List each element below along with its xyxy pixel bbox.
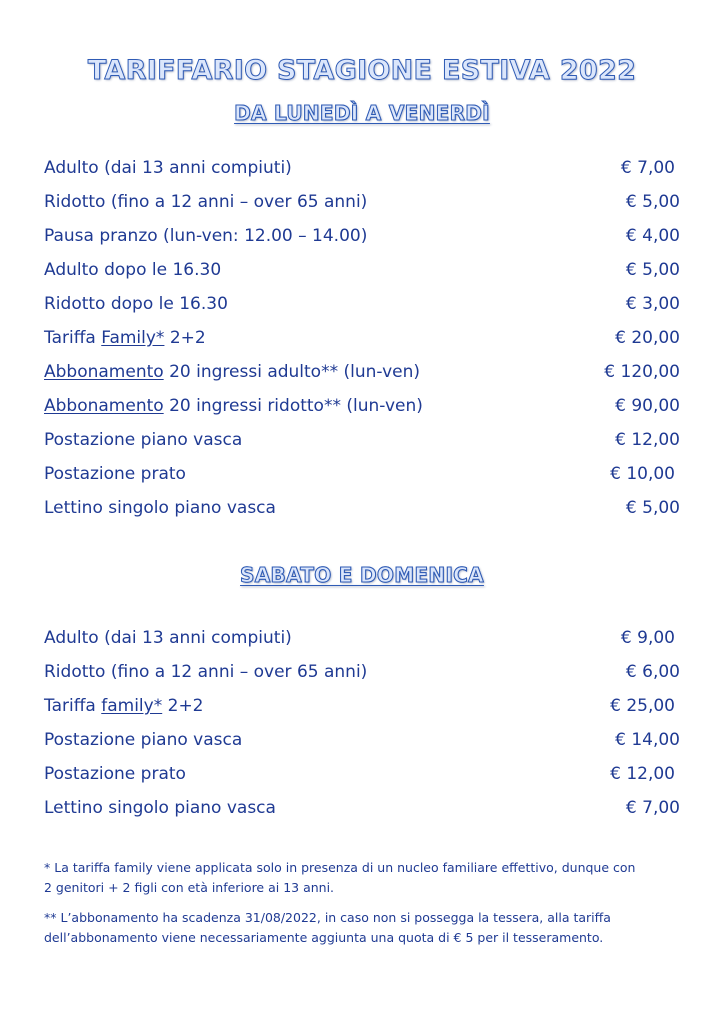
row-price: € 90,00: [615, 396, 680, 416]
weekday-row-subscription-adult: [44, 358, 680, 386]
row-label: Postazione prato: [44, 764, 186, 784]
row-label: Adulto (dai 13 anni compiuti): [44, 628, 292, 648]
row-price: € 20,00: [615, 328, 680, 348]
row-price: € 10,00: [610, 464, 675, 484]
weekday-heading-text: DA LUNEDÌ A VENERDÌ: [234, 101, 490, 125]
subscription-link[interactable]: Abbonamento: [44, 362, 164, 382]
row-price: € 9,00: [620, 628, 675, 648]
row-label: [44, 692, 204, 720]
family-link[interactable]: family*: [101, 696, 163, 716]
family-link[interactable]: Family*: [101, 328, 165, 348]
weekend-row-sunbed: [44, 794, 680, 822]
row-label: Ridotto (fino a 12 anni – over 65 anni): [44, 192, 368, 212]
weekday-row-subscription-reduced: [44, 392, 680, 420]
family-footnote-line1: * La tariffa family viene applicata solo in presenza di un nucleo familiare effettivo, dunque con: [44, 860, 636, 875]
row-label-suffix: 20 ingressi ridotto** (lun-ven): [163, 396, 423, 416]
subscription-footnote: [44, 908, 684, 948]
row-label-prefix: Tariffa: [44, 696, 102, 716]
row-label: [44, 392, 423, 420]
weekend-row-adult: [44, 624, 680, 652]
row-price: € 6,00: [625, 662, 680, 682]
row-price: € 5,00: [625, 260, 680, 280]
weekday-row-adult-after-1630: [44, 256, 680, 284]
weekday-row-reduced: [44, 188, 680, 216]
row-price: € 4,00: [625, 226, 680, 246]
weekend-heading: [0, 563, 724, 587]
weekday-row-pool-spot: [44, 426, 680, 454]
weekend-heading-text: SABATO E DOMENICA: [240, 563, 484, 587]
weekday-row-family: [44, 324, 680, 352]
footnotes: [44, 858, 684, 958]
weekday-row-sunbed: [44, 494, 680, 522]
row-label: Lettino singolo piano vasca: [44, 498, 276, 518]
subscription-footnote-line2: dell’abbonamento viene necessariamente aggiunta una quota di € 5 per il tesseramento.: [44, 930, 604, 945]
row-label: Adulto (dai 13 anni compiuti): [44, 158, 292, 178]
row-label-suffix: 20 ingressi adulto** (lun-ven): [163, 362, 420, 382]
row-label: [44, 324, 206, 352]
row-price: € 7,00: [620, 158, 675, 178]
weekend-row-family: [44, 692, 680, 720]
row-label: Adulto dopo le 16.30: [44, 260, 222, 280]
weekend-row-pool-spot: [44, 726, 680, 754]
row-label: Lettino singolo piano vasca: [44, 798, 276, 818]
weekday-heading: [0, 101, 724, 125]
row-label: Ridotto dopo le 16.30: [44, 294, 228, 314]
row-label-suffix: 2+2: [162, 696, 204, 716]
row-price: € 3,00: [625, 294, 680, 314]
row-price: € 5,00: [625, 498, 680, 518]
weekday-row-lunch-break: [44, 222, 680, 250]
row-label: Postazione piano vasca: [44, 430, 243, 450]
row-price: € 14,00: [615, 730, 680, 750]
row-price: € 25,00: [610, 696, 675, 716]
row-price: € 12,00: [610, 764, 675, 784]
row-label: [44, 358, 420, 386]
family-footnote: [44, 858, 684, 898]
row-label: Ridotto (fino a 12 anni – over 65 anni): [44, 662, 368, 682]
row-price: € 5,00: [625, 192, 680, 212]
weekend-row-lawn-spot: [44, 760, 680, 788]
weekday-row-adult: [44, 154, 680, 182]
subscription-link[interactable]: Abbonamento: [44, 396, 164, 416]
weekday-row-lawn-spot: [44, 460, 680, 488]
row-label-suffix: 2+2: [164, 328, 206, 348]
row-price: € 120,00: [604, 362, 680, 382]
row-price: € 12,00: [615, 430, 680, 450]
weekend-row-reduced: [44, 658, 680, 686]
subscription-footnote-line1: ** L’abbonamento ha scadenza 31/08/2022, in caso non si possegga la tessera, alla tariffa: [44, 910, 611, 925]
row-price: € 7,00: [625, 798, 680, 818]
row-label: Pausa pranzo (lun-ven: 12.00 – 14.00): [44, 226, 368, 246]
row-label: Postazione piano vasca: [44, 730, 243, 750]
row-label: Postazione prato: [44, 464, 186, 484]
family-footnote-line2: 2 genitori + 2 figli con età inferiore ai 13 anni.: [44, 880, 335, 895]
row-label-prefix: Tariffa: [44, 328, 102, 348]
page-title: TARIFFARIO STAGIONE ESTIVA 2022: [87, 55, 637, 86]
weekday-row-reduced-after-1630: [44, 290, 680, 318]
